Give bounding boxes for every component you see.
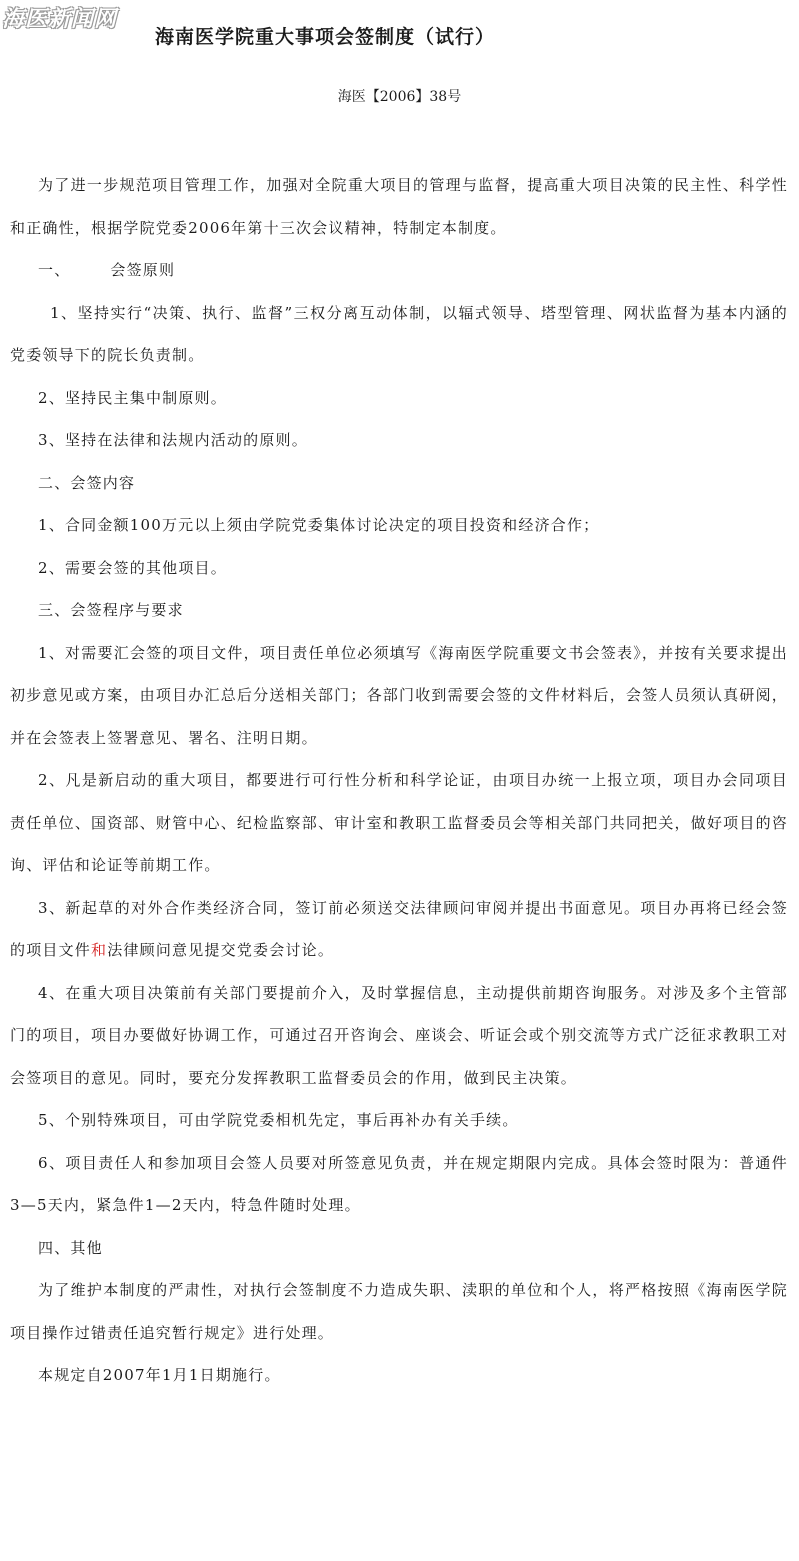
section-heading-principles [10, 249, 788, 292]
section-heading-procedure: 三、会签程序与要求 [38, 601, 184, 619]
procedure-item: 4、在重大项目决策前有关部门要提前介入，及时掌握信息，主动提供前期咨询服务。对涉及多个主管部门的项目，项目办要做好协调工作，可通过召开咨询会、座谈会、听证会或个别交流等方式广泛征求教职工对会签项目的意见。同时，要充分发挥教职工监督委员会的作用，做到民主决策。 [10, 983, 788, 1087]
procedure-item: 2、凡是新启动的重大项目，都要进行可行性分析和科学论证，由项目办统一上报立项，项目办会同项目责任单位、国资部、财管中心、纪检监察部、审计室和教职工监督委员会等相关部门共同把关，做好项目的咨询、评估和论证等前期工作。 [10, 771, 788, 874]
document-body [10, 164, 788, 1397]
effective-date-statement: 本规定自2007年1月1日期施行。 [38, 1366, 281, 1384]
section-heading-content: 二、会签内容 [38, 473, 136, 492]
intro-paragraph: 为了进一步规范项目管理工作，加强对全院重大项目的管理与监督，提高重大项目决策的民主性、科学性和正确性，根据学院党委2006年第十三次会议精神，特制定本制度。 [10, 176, 788, 237]
procedure-item [10, 887, 788, 972]
procedure-item: 1、对需要汇会签的项目文件，项目责任单位必须填写《海南医学院重要文书会签表》，并按有关要求提出初步意见或方案，由项目办汇总后分送相关部门；各部门收到需要会签的文件材料后，会签人员须认真研阅，并在会签表上签署意见、署名、注明日期。 [10, 643, 788, 747]
procedure-item: 6、项目责任人和参加项目会签人员要对所签意见负责，并在规定期限内完成。具体会签时限为：普通件3—5天内，紧急件1—2天内，特急件随时处理。 [10, 1153, 788, 1214]
principle-item: 1、坚持实行“决策、执行、监督”三权分离互动体制，以辐式领导、塔型管理、网状监督为基本内涵的党委领导下的院长负责制。 [10, 303, 788, 364]
site-watermark-logo: 海医新闻网 [2, 7, 118, 32]
section-heading-text: 会签原则 [110, 261, 176, 279]
document-number: 海医【2006】38号 [337, 89, 462, 105]
section-heading-other: 四、其他 [38, 1238, 103, 1257]
content-item: 1、合同金额100万元以上须由学院党委集体讨论决定的项目投资和经济合作； [38, 516, 600, 534]
procedure-item-text: 法律顾问意见提交党委会讨论。 [107, 941, 335, 959]
highlighted-word: 和 [91, 941, 108, 959]
content-item: 2、需要会签的其他项目。 [38, 558, 227, 577]
document-title: 海南医学院重大事项会签制度（试行） [154, 26, 495, 48]
procedure-item-text: 3、新起草的对外合作类经济合同，签订前必须送交法律顾问审阅并提出书面意见。项目办再将已经会签的项目文件 [10, 898, 788, 959]
other-paragraph: 为了维护本制度的严肃性，对执行会签制度不力造成失职、渎职的单位和个人，将严格按照《海南医学院项目操作过错责任追究暂行规定》进行处理。 [10, 1281, 788, 1342]
principle-item: 2、坚持民主集中制原则。 [38, 388, 227, 407]
section-heading-number: 一、 [38, 261, 71, 279]
principle-item: 3、坚持在法律和法规内活动的原则。 [38, 431, 308, 449]
procedure-item: 5、个别特殊项目，可由学院党委相机先定，事后再补办有关手续。 [38, 1111, 519, 1129]
